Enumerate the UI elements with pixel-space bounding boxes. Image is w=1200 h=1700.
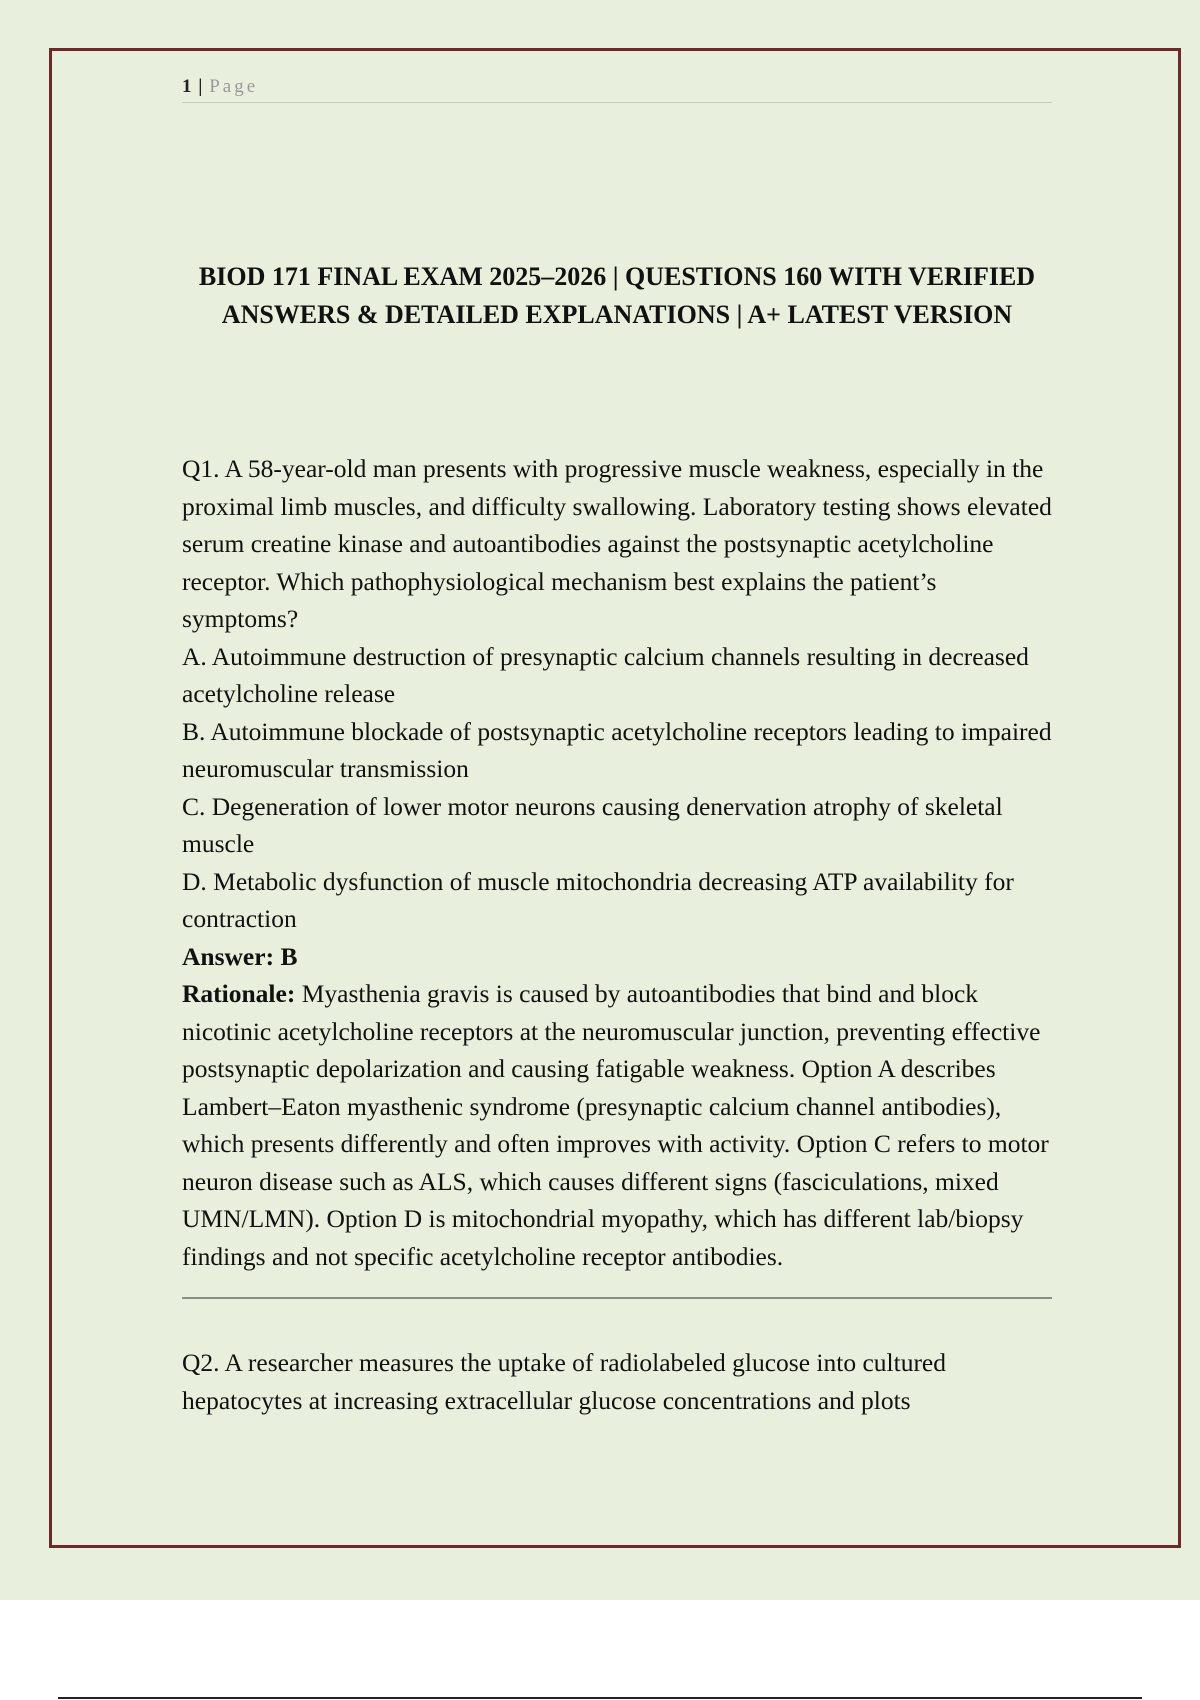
page-label: Page — [209, 76, 259, 97]
rationale-label: Rationale: — [182, 979, 296, 1008]
rationale-paragraph — [182, 975, 1052, 1275]
section-divider — [182, 1297, 1052, 1299]
question-2-text: Q2. A researcher measures the uptake of radiolabeled glucose into cultured hepatocytes at increasing extracellular glucose concentrations and plots — [182, 1348, 947, 1415]
option-d: D. Metabolic dysfunction of muscle mitochondria decreasing ATP availability for contraction — [182, 866, 1014, 933]
document-content — [182, 450, 1052, 1419]
question-1-text: Q1. A 58-year-old man presents with progressive muscle weakness, especially in the proximal limb muscles, and difficulty swallowing. Laboratory testing shows elevated serum creatine kinase and autoantibodies against the postsynaptic acetylcholine receptor. Which pathophysiological mechanism best explains the patient’s symptoms? — [182, 454, 1052, 633]
option-b: B. Autoimmune blockade of postsynaptic acetylcholine receptors leading to impaired neuromuscular transmission — [182, 716, 1052, 783]
page-header — [182, 72, 1052, 103]
option-a: A. Autoimmune destruction of presynaptic calcium channels resulting in decreased acetylcholine release — [182, 641, 1029, 708]
answer-text: Answer: B — [182, 941, 298, 971]
header-separator: | — [198, 76, 203, 97]
option-c: C. Degeneration of lower motor neurons causing denervation atrophy of skeletal muscle — [182, 791, 1003, 858]
answer-line — [182, 938, 1052, 976]
bottom-rule — [58, 1697, 1142, 1699]
page-number: 1 — [182, 76, 192, 97]
rationale-text: Myasthenia gravis is caused by autoantibodies that bind and block nicotinic acetylcholine receptors at the neuromuscular junction, preventing effective postsynaptic depolarization and causing fatigable weakness. Option A describes Lambert–Eaton myasthenic syndrome (presynaptic calcium channel antibodies), which presents differently and often improves with activity. Option C refers to motor neuron disease such as ALS, which causes different signs (fasciculations, mixed UMN/LMN). Option D is mitochondrial myopathy, which has different lab/biopsy findings and not specific acetylcholine receptor antibodies. — [182, 979, 1049, 1271]
document-title: BIOD 171 FINAL EXAM 2025–2026 | QUESTIONS 160 WITH VERIFIED ANSWERS & DETAILED EXPLANATIONS | A+ LATEST VERSION — [198, 262, 1036, 329]
